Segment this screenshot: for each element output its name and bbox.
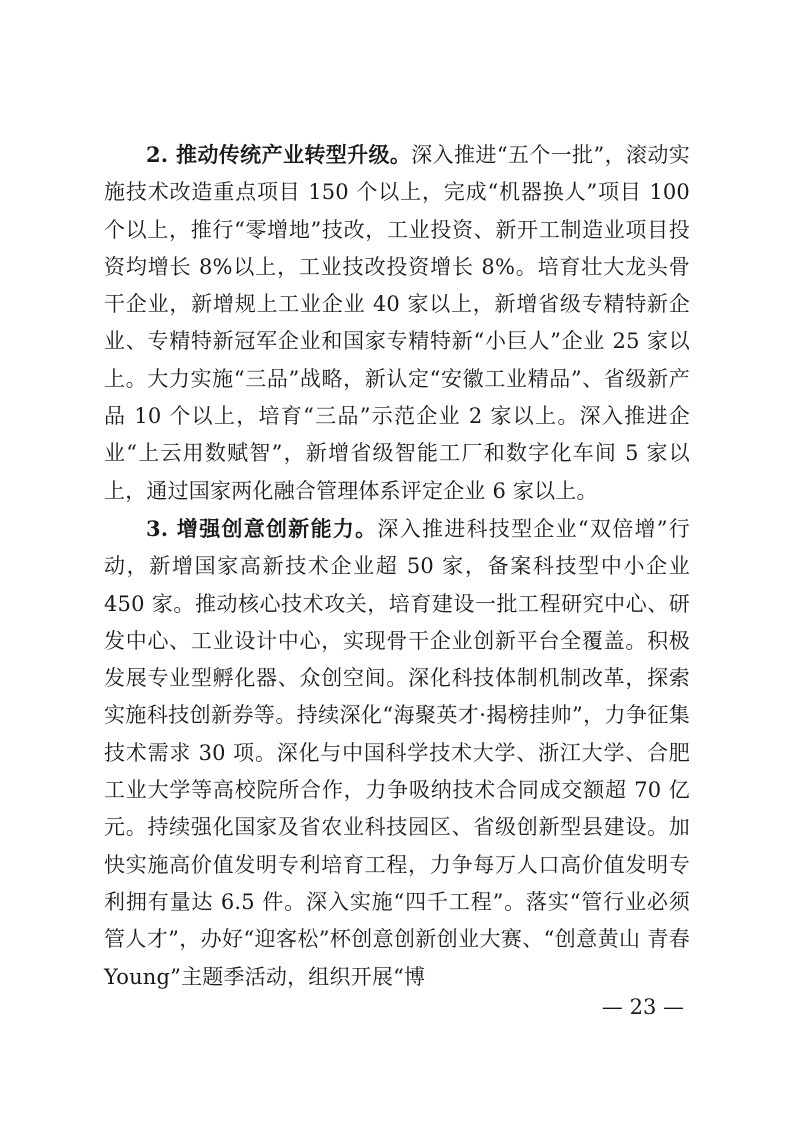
- page-number: — 23 —: [601, 995, 684, 1019]
- section-heading-2: 2. 推动传统产业转型升级。: [146, 142, 412, 167]
- paragraph-section-3: [104, 510, 690, 996]
- section-heading-3: 3. 增强创意创新能力。: [146, 515, 378, 541]
- section-body-2: 深入推进“五个一批”，滚动实施技术改造重点项目 150 个以上，完成“机器换人”项目 100 个以上，推行“零增地”技改，工业投资、新开工制造业项目投资均增长 8%以上，工业技改投资增长 8%。培育壮大龙头骨干企业，新增规上工业企业 40 家以上，新增省级专精特新企业、专精特新冠军企业和国家专精特新“小巨人”企业 25 家以上。大力实施“三品”战略，新认定“安徽工业精品”、省级新产品 10 个以上，培育“三品”示范企业 2 家以上。深入推进企业“上云用数赋智”，新增省级智能工厂和数字化车间 5 家以上，通过国家两化融合管理体系评定企业 6 家以上。: [104, 143, 690, 503]
- section-body-3: 深入推进科技型企业“双倍增”行动，新增国家高新技术企业超 50 家，备案科技型中小企业 450 家。推动核心技术攻关，培育建设一批工程研究中心、研发中心、工业设计中心，实现骨干企业创新平台全覆盖。积极发展专业型孵化器、众创空间。深化科技体制机制改革，探索实施科技创新券等。持续深化“海聚英才·揭榜挂帅”，力争征集技术需求 30 项。深化与中国科学技术大学、浙江大学、合肥工业大学等高校院所合作，力争吸纳技术合同成交额超 70 亿元。持续强化国家及省农业科技园区、省级创新型县建设。加快实施高价值发明专利培育工程，力争每万人口高价值发明专利拥有量达 6.5 件。深入实施“四千工程”。落实“管行业必须管人才”，办好“迎客松”杯创意创新创业大赛、“创意黄山 青春Young”主题季活动，组织开展“博: [104, 516, 690, 989]
- paragraph-section-2: [104, 136, 690, 510]
- document-body: [104, 136, 690, 996]
